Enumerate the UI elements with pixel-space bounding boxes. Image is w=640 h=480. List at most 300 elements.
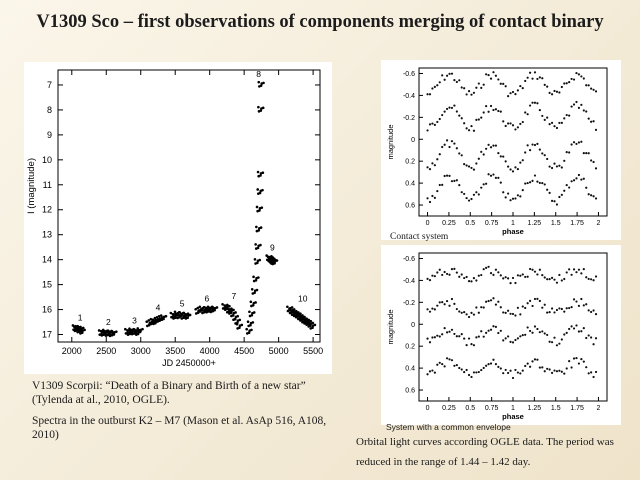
phase-point — [470, 312, 472, 314]
phase-point — [531, 360, 533, 362]
data-point — [214, 307, 217, 310]
phase-point — [483, 153, 485, 155]
phase-point — [439, 335, 441, 337]
phase-point — [541, 366, 543, 368]
phase-point — [583, 77, 585, 79]
phase-point — [522, 305, 524, 307]
phase-point — [553, 163, 555, 165]
phase-point — [517, 274, 519, 276]
phase-point — [558, 91, 560, 93]
phase-point — [502, 155, 504, 157]
phase-point — [536, 298, 538, 300]
phase-x-axis-label: phase — [502, 227, 524, 236]
phase-point — [456, 271, 458, 273]
phase-point — [583, 109, 585, 111]
phase-point — [568, 307, 570, 309]
phase-point — [595, 90, 597, 92]
phase-point — [505, 337, 507, 339]
data-point — [248, 310, 251, 313]
phase-point — [497, 332, 499, 334]
phase-point — [568, 328, 570, 330]
phase-point — [431, 122, 433, 124]
data-point — [256, 230, 259, 233]
data-point — [163, 316, 166, 319]
phase-point — [509, 168, 511, 170]
phase-point — [592, 195, 594, 197]
data-point — [312, 324, 315, 327]
phase-point — [505, 369, 507, 371]
phase-point — [578, 174, 580, 176]
phase-point — [463, 87, 465, 89]
phase-point — [485, 73, 487, 75]
slide-title: V1309 Sco – first observations of components merging of contact binary — [36, 12, 604, 32]
data-point — [134, 329, 137, 332]
data-point — [199, 310, 202, 313]
phase-point — [553, 369, 555, 371]
data-point — [307, 325, 310, 328]
phase-point — [585, 152, 587, 154]
phase-point — [466, 344, 468, 346]
phase-point — [551, 93, 553, 95]
phase-point — [514, 314, 516, 316]
phase-point — [566, 307, 568, 309]
phase-point — [539, 76, 541, 78]
phase-point — [534, 71, 536, 73]
phase-point — [468, 129, 470, 131]
phase-points — [426, 71, 597, 206]
phase-point — [448, 358, 450, 360]
phase-point — [546, 189, 548, 191]
phase-point — [431, 162, 433, 164]
phase-point — [563, 311, 565, 313]
phase-point — [561, 308, 563, 310]
phase-point — [561, 166, 563, 168]
phase-point — [595, 337, 597, 339]
phase-point — [497, 152, 499, 154]
phase-point — [585, 110, 587, 112]
phase-point — [429, 311, 431, 313]
phase-point — [483, 306, 485, 308]
phase-point — [500, 306, 502, 308]
phase-point — [448, 305, 450, 307]
phase-point — [458, 184, 460, 186]
phase-point — [522, 189, 524, 191]
phase-point — [534, 271, 536, 273]
phase-point — [512, 277, 514, 279]
phase-point — [444, 175, 446, 177]
phase-point — [456, 179, 458, 181]
phase-point — [590, 371, 592, 373]
phase-point — [585, 187, 587, 189]
phase-point — [527, 363, 529, 365]
phase-point — [483, 336, 485, 338]
phase-x-tick-label: 0.25 — [442, 405, 456, 412]
data-point — [152, 318, 155, 321]
phase-point — [446, 300, 448, 302]
phase-point — [568, 151, 570, 153]
y-tick-label: 8 — [46, 104, 52, 115]
phase-x-tick-label: 0 — [425, 220, 430, 227]
data-points — [72, 81, 317, 337]
phase-point — [514, 93, 516, 95]
phase-point — [514, 282, 516, 284]
phase-point — [463, 311, 465, 313]
phase-x-tick-label: 0.5 — [465, 220, 476, 227]
segment-label: 10 — [298, 293, 308, 304]
phase-point — [487, 300, 489, 302]
phase-point — [509, 92, 511, 94]
phase-point — [570, 366, 572, 368]
y-tick-label: 12 — [41, 204, 52, 215]
phase-points — [426, 266, 597, 379]
phase-point — [456, 147, 458, 149]
phase-point — [592, 279, 594, 281]
phase-point — [573, 179, 575, 181]
phase-point — [446, 357, 448, 359]
phase-point — [558, 122, 560, 124]
phase-x-tick-label: 1.5 — [550, 405, 561, 412]
phase-point — [458, 114, 460, 116]
phase-point — [531, 332, 533, 334]
phase-point — [558, 343, 560, 345]
phase-point — [500, 367, 502, 369]
phase-point — [478, 312, 480, 314]
phase-point — [575, 143, 577, 145]
phase-point — [549, 165, 551, 167]
phase-point — [446, 273, 448, 275]
phase-point — [561, 371, 563, 373]
phase-point — [451, 73, 453, 75]
phase-point — [444, 327, 446, 329]
phase-point — [483, 367, 485, 369]
phase-point — [519, 162, 521, 164]
phase-point — [553, 311, 555, 313]
data-point — [211, 305, 214, 308]
phase-point — [475, 371, 477, 373]
phase-point — [551, 307, 553, 309]
x-tick-label: 3500 — [165, 346, 186, 356]
phase-point — [485, 183, 487, 185]
phase-point — [585, 84, 587, 86]
phase-point — [536, 359, 538, 361]
data-point — [251, 288, 254, 291]
phase-point — [588, 309, 590, 311]
phase-point — [566, 114, 568, 116]
phase-point — [487, 74, 489, 76]
data-point — [247, 325, 250, 328]
phase-point — [441, 184, 443, 186]
phase-y-axis-label: magnitude — [386, 309, 395, 345]
phase-point — [441, 363, 443, 365]
phase-point — [536, 328, 538, 330]
phase-y-tick-label: 0.4 — [405, 180, 415, 188]
phase-point — [566, 367, 568, 369]
phase-point — [553, 200, 555, 202]
phase-point — [522, 159, 524, 161]
phase-point — [434, 372, 436, 374]
phase-point — [512, 91, 514, 93]
data-point — [257, 175, 260, 178]
phase-point — [505, 125, 507, 127]
phase-point — [539, 148, 541, 150]
phase-point — [485, 332, 487, 334]
data-point — [185, 317, 188, 320]
phase-point — [519, 123, 521, 125]
data-point — [251, 292, 254, 295]
y-tick-label: 10 — [41, 154, 52, 165]
phase-point — [458, 335, 460, 337]
phase-point — [583, 178, 585, 180]
phase-point — [485, 301, 487, 303]
y-tick-label: 17 — [41, 329, 52, 340]
data-point — [160, 318, 163, 321]
phase-point — [539, 300, 541, 302]
phase-point — [448, 146, 450, 148]
phase-point — [578, 269, 580, 271]
phase-point — [512, 170, 514, 172]
data-point — [79, 332, 82, 335]
phase-point — [468, 199, 470, 201]
phase-point — [570, 325, 572, 327]
phase-point — [580, 141, 582, 143]
phase-point — [592, 89, 594, 91]
phase-point — [434, 164, 436, 166]
phase-point — [500, 111, 502, 113]
phase-point — [473, 344, 475, 346]
phase-point — [583, 361, 585, 363]
data-point — [254, 262, 257, 265]
phase-point — [556, 203, 558, 205]
phase-point — [490, 105, 492, 107]
phase-point — [527, 302, 529, 304]
phase-point — [553, 125, 555, 127]
phase-point — [497, 110, 499, 112]
data-point — [257, 171, 260, 174]
phase-point — [561, 279, 563, 281]
phase-point — [441, 333, 443, 335]
phase-point — [507, 372, 509, 374]
phase-point — [509, 199, 511, 201]
phase-point — [502, 277, 504, 279]
phase-point — [544, 370, 546, 372]
phase-x-tick-label: 2 — [596, 405, 601, 412]
phase-point — [531, 180, 533, 182]
phase-point — [522, 370, 524, 372]
phase-point — [466, 369, 468, 371]
phase-point — [466, 197, 468, 199]
phase-point — [475, 119, 477, 121]
phase-point — [500, 182, 502, 184]
data-point — [309, 327, 312, 330]
data-point — [255, 226, 258, 229]
phase-point — [502, 83, 504, 85]
phase-point — [524, 151, 526, 153]
phase-point — [509, 122, 511, 124]
phase-point — [585, 276, 587, 278]
data-point — [160, 314, 163, 317]
phase-point — [549, 341, 551, 343]
phase-point — [529, 149, 531, 151]
data-point — [260, 82, 263, 85]
phase-point — [446, 175, 448, 177]
phase-point — [573, 327, 575, 329]
phase-point — [509, 341, 511, 343]
phase-point — [527, 144, 529, 146]
phase-point — [444, 79, 446, 81]
phase-x-tick-label: 1.75 — [570, 220, 584, 227]
phase-point — [566, 332, 568, 334]
phase-point — [444, 271, 446, 273]
phase-point — [517, 89, 519, 91]
segment-label: 4 — [155, 302, 161, 313]
phase-point — [505, 85, 507, 87]
phase-point — [522, 121, 524, 123]
phase-point — [529, 366, 531, 368]
data-point — [271, 259, 274, 262]
phase-x-tick-label: 0 — [425, 405, 430, 412]
phase-point — [575, 357, 577, 359]
phase-point — [514, 369, 516, 371]
phase-point — [524, 365, 526, 367]
segment-label: 7 — [231, 291, 237, 302]
x-tick-label: 5500 — [303, 346, 324, 356]
phase-point — [475, 162, 477, 164]
phase-point — [436, 84, 438, 86]
phase-point — [592, 120, 594, 122]
phase-point — [583, 304, 585, 306]
phase-point — [470, 198, 472, 200]
phase-point — [492, 109, 494, 111]
phase-point — [505, 276, 507, 278]
phase-point — [461, 273, 463, 275]
phase-point — [595, 371, 597, 373]
phase-point — [512, 313, 514, 315]
phase-point — [456, 308, 458, 310]
y-tick-label: 15 — [41, 279, 52, 290]
phase-point — [480, 274, 482, 276]
data-point — [184, 313, 187, 316]
phase-point — [478, 335, 480, 337]
phase-point — [429, 341, 431, 343]
phase-point — [466, 164, 468, 166]
phase-point — [575, 101, 577, 103]
phase-point — [549, 311, 551, 313]
phase-point — [473, 169, 475, 171]
plot-frame — [58, 70, 320, 342]
phase-y-axis-label: magnitude — [386, 124, 395, 160]
phase-point — [553, 90, 555, 92]
phase-point — [573, 357, 575, 359]
phase-point — [431, 336, 433, 338]
phase-point — [490, 272, 492, 274]
data-point — [289, 312, 292, 315]
phase-point — [558, 370, 560, 372]
phase-point — [524, 111, 526, 113]
phase-point — [470, 376, 472, 378]
phase-point — [451, 107, 453, 109]
phase-point — [456, 110, 458, 112]
phase-point — [468, 90, 470, 92]
phase-point — [431, 275, 433, 277]
phase-y-tick-label: 0.2 — [405, 158, 415, 166]
data-point — [253, 280, 256, 283]
phase-point — [546, 334, 548, 336]
phase-point — [490, 175, 492, 177]
phase-point — [439, 118, 441, 120]
phase-point — [568, 81, 570, 83]
phase-point — [551, 122, 553, 124]
phase-point — [561, 338, 563, 340]
phase-point — [441, 114, 443, 116]
phase-point — [583, 152, 585, 154]
phase-x-tick-label: 2 — [596, 220, 601, 227]
phase-point — [541, 307, 543, 309]
phase-point — [519, 313, 521, 315]
phase-point — [575, 300, 577, 302]
phase-point — [439, 269, 441, 271]
phase-point — [480, 151, 482, 153]
phase-point — [429, 370, 431, 372]
phase-point — [551, 372, 553, 374]
data-point — [258, 227, 261, 230]
phase-point — [468, 374, 470, 376]
phase-point — [570, 143, 572, 145]
phase-point — [580, 330, 582, 332]
phase-point — [573, 268, 575, 270]
phase-point — [588, 193, 590, 195]
phase-point — [478, 158, 480, 160]
phase-point — [553, 279, 555, 281]
segment-label: 1 — [77, 312, 83, 323]
phase-point — [563, 190, 565, 192]
phase-y-tick-label: -0.6 — [402, 70, 415, 78]
phase-point — [507, 335, 509, 337]
x-tick-label: 4500 — [234, 346, 255, 356]
data-point — [111, 334, 114, 337]
phase-point — [585, 366, 587, 368]
phase-point — [549, 123, 551, 125]
phase-point — [570, 78, 572, 80]
data-point — [174, 315, 177, 318]
caption-main-1: V1309 Scorpii: “Death of a Binary and Birth of a new star” (Tylenda at al., 2010, OGLE). — [32, 380, 306, 406]
label-contact-system: Contact system — [390, 232, 449, 242]
phase-point — [487, 173, 489, 175]
data-point — [257, 259, 260, 262]
phase-point — [590, 121, 592, 123]
phase-point — [451, 329, 453, 331]
data-point — [248, 329, 251, 332]
phase-point — [544, 276, 546, 278]
phase-point — [485, 267, 487, 269]
phase-point — [580, 358, 582, 360]
phase-x-tick-label: 1.25 — [527, 220, 542, 227]
phase-point — [527, 276, 529, 278]
data-point — [253, 302, 256, 305]
phase-point — [531, 102, 533, 104]
phase-point — [490, 299, 492, 301]
phase-point — [522, 334, 524, 336]
phase-point — [490, 146, 492, 148]
data-point — [260, 172, 263, 175]
phase-point — [507, 192, 509, 194]
phase-point — [514, 128, 516, 130]
phase-point — [524, 307, 526, 309]
data-point — [178, 315, 181, 318]
phase-point — [436, 190, 438, 192]
phase-point — [426, 166, 428, 168]
phase-point — [529, 104, 531, 106]
phase-point — [456, 364, 458, 366]
